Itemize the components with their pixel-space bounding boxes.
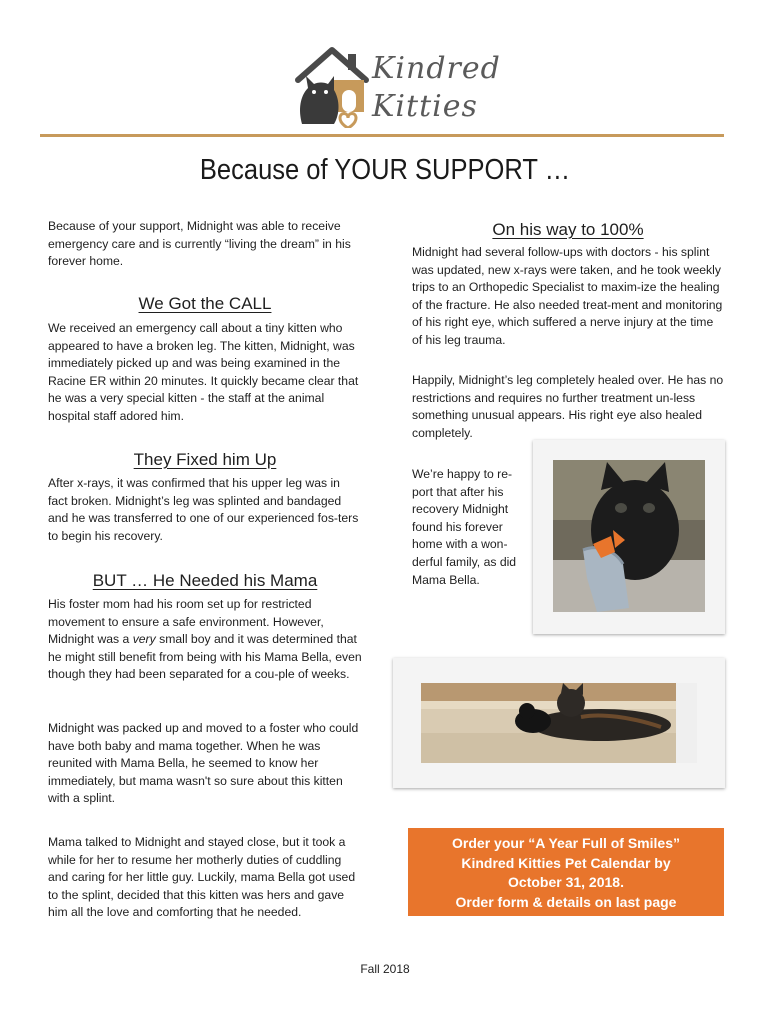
order-line-4: Order form & details on last page (455, 893, 677, 910)
section-body-hundred: Midnight had several follow-ups with doctors - his splint was updated, new x-rays were taken, and he took weekly trips to an Orthopedic Specialist to maxim-ize the healing of the fracture. He also needed treat-ment and monitoring of his right eye, which suffered a nerve injury at the time of his leg trauma. (412, 245, 723, 347)
section-body-fixed: After x-rays, it was confirmed that his upper leg was in fact broken. Midnight’s leg was splinted and bandaged and he was transferred to one of our experienced fos-ters to begin his recovery. (48, 476, 359, 543)
brand-name-line2: Kitties (372, 89, 478, 124)
page-footer: Fall 2018 (360, 962, 410, 976)
house-cat-heart-icon (292, 44, 376, 128)
page-title: Because of YOUR SUPPORT … (199, 154, 571, 186)
section-body-mama-2: Midnight was packed up and moved to a foster who could have both baby and mama together. When he was reunited with Mama Bella, he seemed to know her immediately, but mama wasn't so sure about this kitten with a splint. (48, 721, 359, 806)
mama-body-pre: His foster mom had his room set up for restricted movement to ensure a safe environment. However, Midnight was a (48, 597, 324, 647)
brand-name (372, 50, 501, 126)
intro-paragraph: Because of your support, Midnight was able to receive emergency care and is currently “living the dream” in his forever home. (48, 219, 351, 269)
mama-body-emphasis: very (132, 632, 156, 647)
order-line-3: October 31, 2018. (508, 874, 624, 890)
section-body-call: We received an emergency call about a tiny kitten who appeared to have a broken leg. The kitten, Midnight, was immediately picked up and was being examined in the Racine ER within 20 minutes. It quickly became clear that he was a very special kitten - the staff at the animal hospital staff adored him. (48, 321, 359, 423)
order-line-2: Kindred Kitties Pet Calendar by (461, 854, 671, 871)
section-title-call: We Got the CALL (138, 294, 272, 313)
section-body-hundred-3: We’re happy to re-port that after his recovery Midnight found his forever home with a won-derful family, as did Mama Bella. (412, 467, 517, 587)
order-line-1: Order your “A Year Full of Smiles” (452, 835, 680, 851)
kitten-photo-frame (533, 440, 725, 634)
mama-body-post: small boy and it was determined that he might still benefit from being with his Mama Bella, even though they had been separated for a cou-ple of weeks. (48, 632, 362, 682)
section-body-hundred-2: Happily, Midnight’s leg completely healed over. He has no restrictions and requires no further treatment un-less something unusual appears. His right eye also healed completely. (412, 373, 724, 440)
header-divider (40, 134, 724, 137)
section-title-hundred: On his way to 100% (492, 220, 644, 239)
cats-photo-frame (393, 658, 725, 788)
mama-and-kitten-on-stairs-photo-icon (421, 683, 697, 763)
brand-name-line1: Kindred (372, 51, 501, 86)
order-calendar-banner[interactable] (408, 828, 724, 916)
section-title-mama: BUT … He Needed his Mama (92, 571, 318, 590)
section-title-fixed: They Fixed him Up (133, 450, 277, 469)
section-body-mama (48, 596, 362, 684)
kitten-with-splint-photo-icon (553, 460, 705, 612)
section-body-mama-3: Mama talked to Midnight and stayed close, but it took a while for her to resume her motherly duties of cuddling and caring for her little guy. Luckily, mama Bella got used to the splint, decided that this kitten was hers and gave him all the love and comforting that he needed. (48, 835, 356, 920)
